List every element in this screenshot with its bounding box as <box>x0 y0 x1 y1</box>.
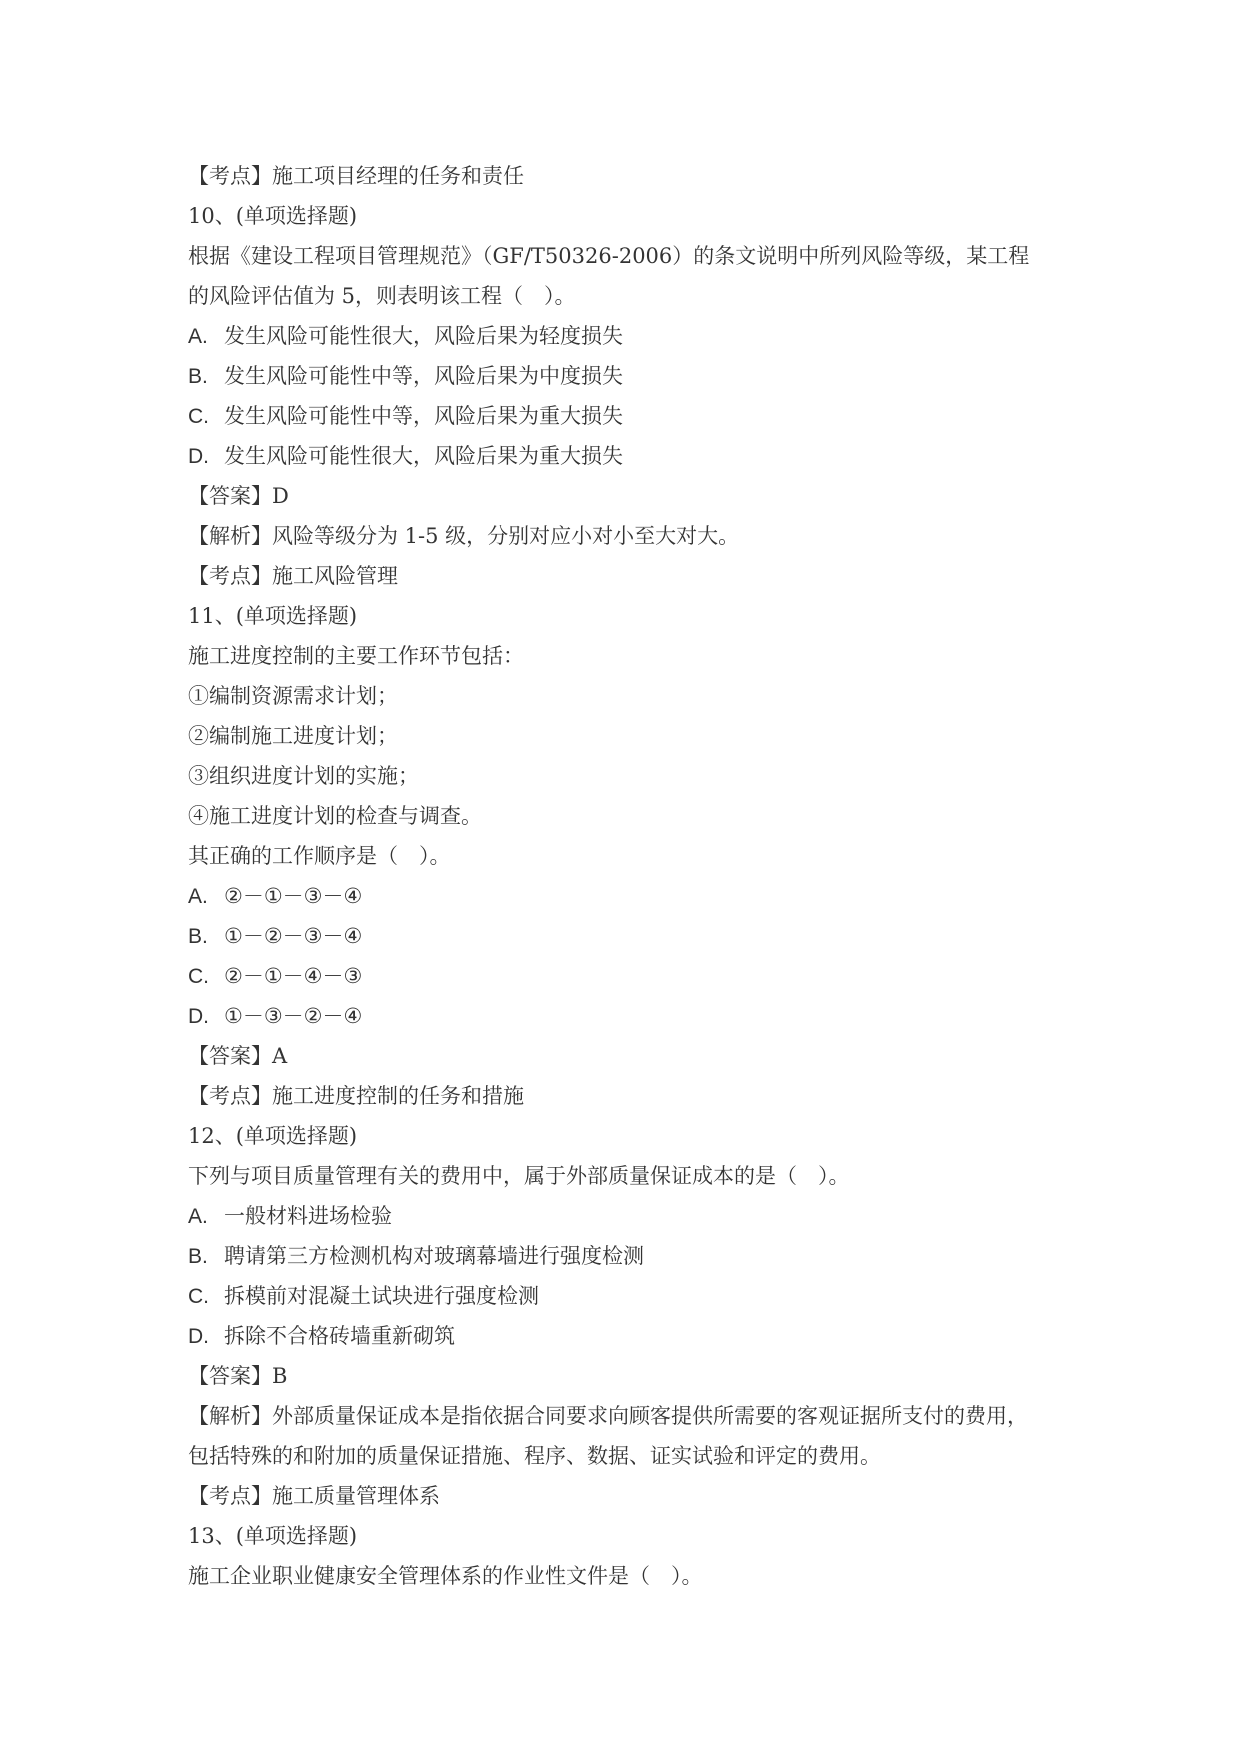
answer-option: B. ①－②－③－④ <box>188 924 363 948</box>
document-page <box>188 156 1088 1596</box>
question-number: 13、(单项选择题) <box>188 1524 358 1548</box>
key-point: 【考点】施工进度控制的任务和措施 <box>188 1084 524 1108</box>
question-stem: 其正确的工作顺序是（ ）。 <box>188 844 451 868</box>
key-point: 【考点】施工风险管理 <box>188 564 398 588</box>
question-number: 11、(单项选择题) <box>188 604 358 628</box>
question-item: ③组织进度计划的实施； <box>188 764 419 788</box>
answer-key: 【答案】B <box>188 1364 288 1388</box>
answer-option: A. 一般材料进场检验 <box>188 1204 392 1228</box>
question-stem: 施工进度控制的主要工作环节包括： <box>188 644 524 668</box>
answer-option: B. 聘请第三方检测机构对玻璃幕墙进行强度检测 <box>188 1244 644 1268</box>
answer-key: 【答案】D <box>188 484 289 508</box>
answer-option: C. 发生风险可能性中等，风险后果为重大损失 <box>188 404 623 428</box>
question-item: ④施工进度计划的检查与调查。 <box>188 804 482 828</box>
answer-option: D. 拆除不合格砖墙重新砌筑 <box>188 1324 455 1348</box>
explanation: 包括特殊的和附加的质量保证措施、程序、数据、证实试验和评定的费用。 <box>188 1444 881 1468</box>
answer-option: C. 拆模前对混凝土试块进行强度检测 <box>188 1284 539 1308</box>
answer-option: B. 发生风险可能性中等，风险后果为中度损失 <box>188 364 623 388</box>
question-item: ②编制施工进度计划； <box>188 724 398 748</box>
question-stem: 根据《建设工程项目管理规范》（GF/T50326-2006）的条文说明中所列风险等级，某工程 <box>188 244 1030 268</box>
question-number: 12、(单项选择题) <box>188 1124 358 1148</box>
question-stem: 施工企业职业健康安全管理体系的作业性文件是（ ）。 <box>188 1564 703 1588</box>
answer-option: A. ②－①－③－④ <box>188 884 363 908</box>
question-stem: 下列与项目质量管理有关的费用中，属于外部质量保证成本的是（ ）。 <box>188 1164 850 1188</box>
answer-option: D. 发生风险可能性很大，风险后果为重大损失 <box>188 444 623 468</box>
explanation: 【解析】外部质量保证成本是指依据合同要求向顾客提供所需要的客观证据所支付的费用， <box>188 1404 1028 1428</box>
answer-option: C. ②－①－④－③ <box>188 964 363 988</box>
question-stem: 的风险评估值为 5，则表明该工程（ ）。 <box>188 284 576 308</box>
question-number: 10、(单项选择题) <box>188 204 358 228</box>
explanation: 【解析】风险等级分为 1-5 级，分别对应小对小至大对大。 <box>188 524 740 548</box>
answer-option: A. 发生风险可能性很大，风险后果为轻度损失 <box>188 324 623 348</box>
answer-option: D. ①－③－②－④ <box>188 1004 363 1028</box>
key-point: 【考点】施工质量管理体系 <box>188 1484 440 1508</box>
answer-key: 【答案】A <box>188 1044 288 1068</box>
text-line: 【考点】施工项目经理的任务和责任 <box>188 164 524 188</box>
question-item: ①编制资源需求计划； <box>188 684 398 708</box>
